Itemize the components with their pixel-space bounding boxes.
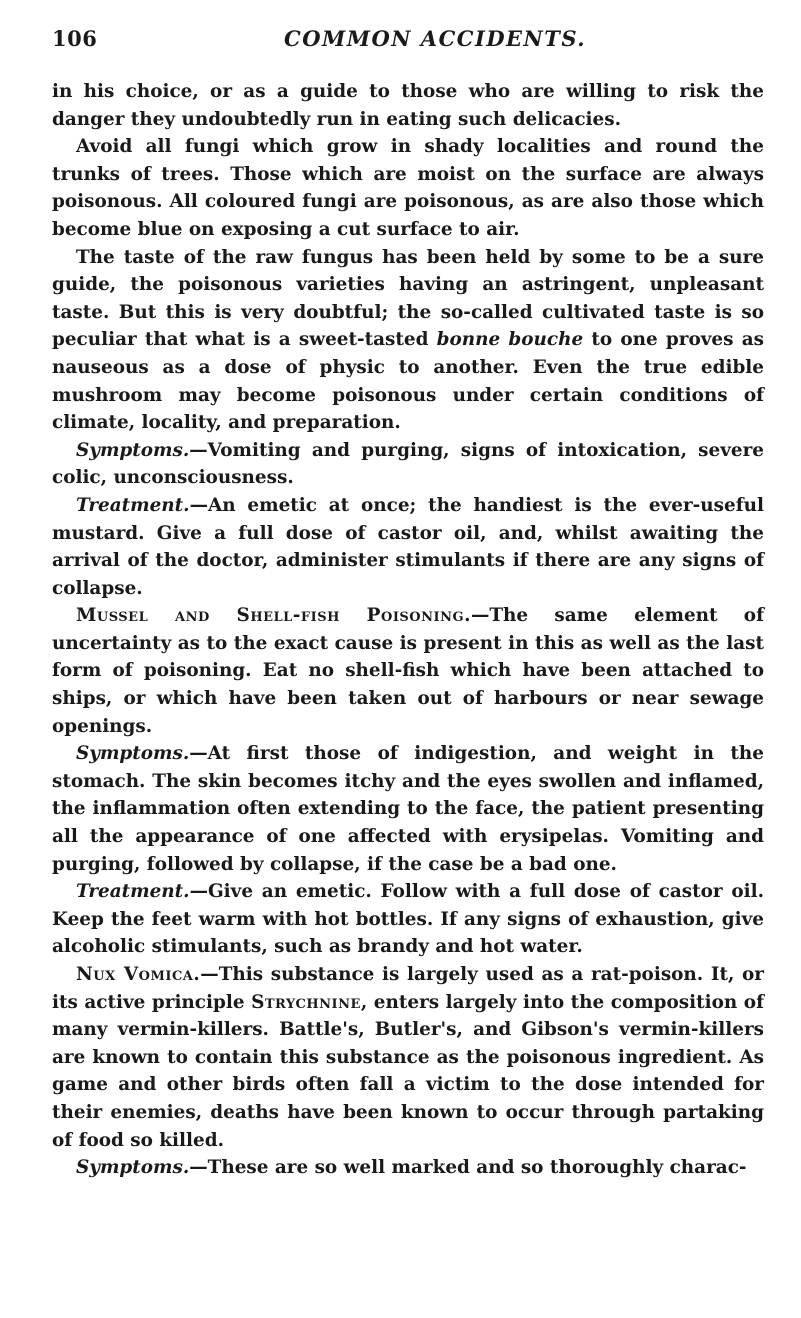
section-label: Symptoms. xyxy=(76,439,190,461)
paragraph-text: in his choice, or as a guide to those who are willing to risk the danger they undoubtedly run in eating such delicacies. xyxy=(52,81,764,130)
body-text xyxy=(52,78,764,1182)
paragraph-fungi-symptoms xyxy=(52,437,764,492)
paragraph-text: —The same element of uncertainty as to the exact cause is present in this as well as the last form of poisoning. Eat no shell-fish which have been attached to ships, or which have been taken out of harbours or near sewage openings. xyxy=(52,605,764,737)
paragraph-continuation xyxy=(52,78,764,133)
section-heading: Nux Vomica. xyxy=(76,964,201,985)
paragraph-nux-vomica xyxy=(52,961,764,1154)
paragraph-fungi-taste xyxy=(52,244,764,437)
paragraph-text: —Give an emetic. Follow with a full dose of castor oil. Keep the feet warm with hot bottles. If any signs of exhaustion, give alcoholic stimulants, such as brandy and hot water. xyxy=(52,881,764,958)
paragraph-text: Avoid all fungi which grow in shady localities and round the trunks of trees. Those which are moist on the surface are always poisonous. All coloured fungi are poisonous, as are also those which become blue on exposing a cut surface to air. xyxy=(52,136,764,240)
paragraph-text: —At first those of indigestion, and weight in the stomach. The skin becomes itchy and the eyes swollen and inflamed, the inflammation often extending to the face, the patient presenting all the appearance of one affected with erysipelas. Vomiting and purging, followed by collapse, if the case be a bad one. xyxy=(52,743,764,875)
paragraph-mussel-poisoning xyxy=(52,602,764,740)
paragraph-text: —This substance is largely used as a rat-poison. It, or its active principle xyxy=(52,964,764,1013)
section-label: Treatment. xyxy=(76,494,190,516)
paragraph-text: —Vomiting and purging, signs of intoxication, severe colic, unconsciousness. xyxy=(52,439,764,489)
paragraph-text: —These are so well marked and so thoroughly charac- xyxy=(189,1157,747,1179)
book-page xyxy=(52,24,764,1182)
paragraph-text: , enters largely into the composition of many vermin-killers. Battle's, Butler's, and Gibson's vermin-killers are known to contain this substance as the poisonous ingredient. As game and other birds often fall a victim to the dose intended for their enemies, deaths have been known to occur through partaking of food so killed. xyxy=(52,991,764,1151)
paragraph-fungi-avoid xyxy=(52,133,764,243)
small-caps-term: Strychnine xyxy=(251,991,361,1013)
section-label: Symptoms. xyxy=(76,743,190,765)
italic-phrase: bonne bouche xyxy=(436,329,584,351)
paragraph-text: —An emetic at once; the handiest is the ever-useful mustard. Give a full dose of castor oil, and, whilst awaiting the arrival of the doctor, administer stimulants if there are any signs of collapse. xyxy=(52,494,764,599)
section-label: Treatment. xyxy=(76,881,190,903)
paragraph-mussel-symptoms xyxy=(52,740,764,878)
paragraph-text: to one proves as nauseous as a dose of physic to another. Even the true edible mushroom may become poisonous under certain conditions of climate, locality, and preparation. xyxy=(52,329,764,434)
page-header xyxy=(52,24,764,60)
section-label: Symptoms. xyxy=(76,1157,190,1179)
paragraph-mussel-treatment xyxy=(52,878,764,961)
paragraph-text: The taste of the raw fungus has been held by some to be a sure guide, the poisonous varieties having an astringent, unpleasant taste. But this is very doubtful; the so-called cultivated taste is so peculiar that what is a sweet-tasted xyxy=(52,246,764,351)
page-number: 106 xyxy=(52,26,98,51)
section-heading: Mussel and Shell-fish Poisoning. xyxy=(76,605,471,627)
paragraph-fungi-treatment xyxy=(52,492,764,602)
running-head: COMMON ACCIDENTS. xyxy=(284,26,587,51)
paragraph-nux-symptoms xyxy=(52,1154,764,1182)
